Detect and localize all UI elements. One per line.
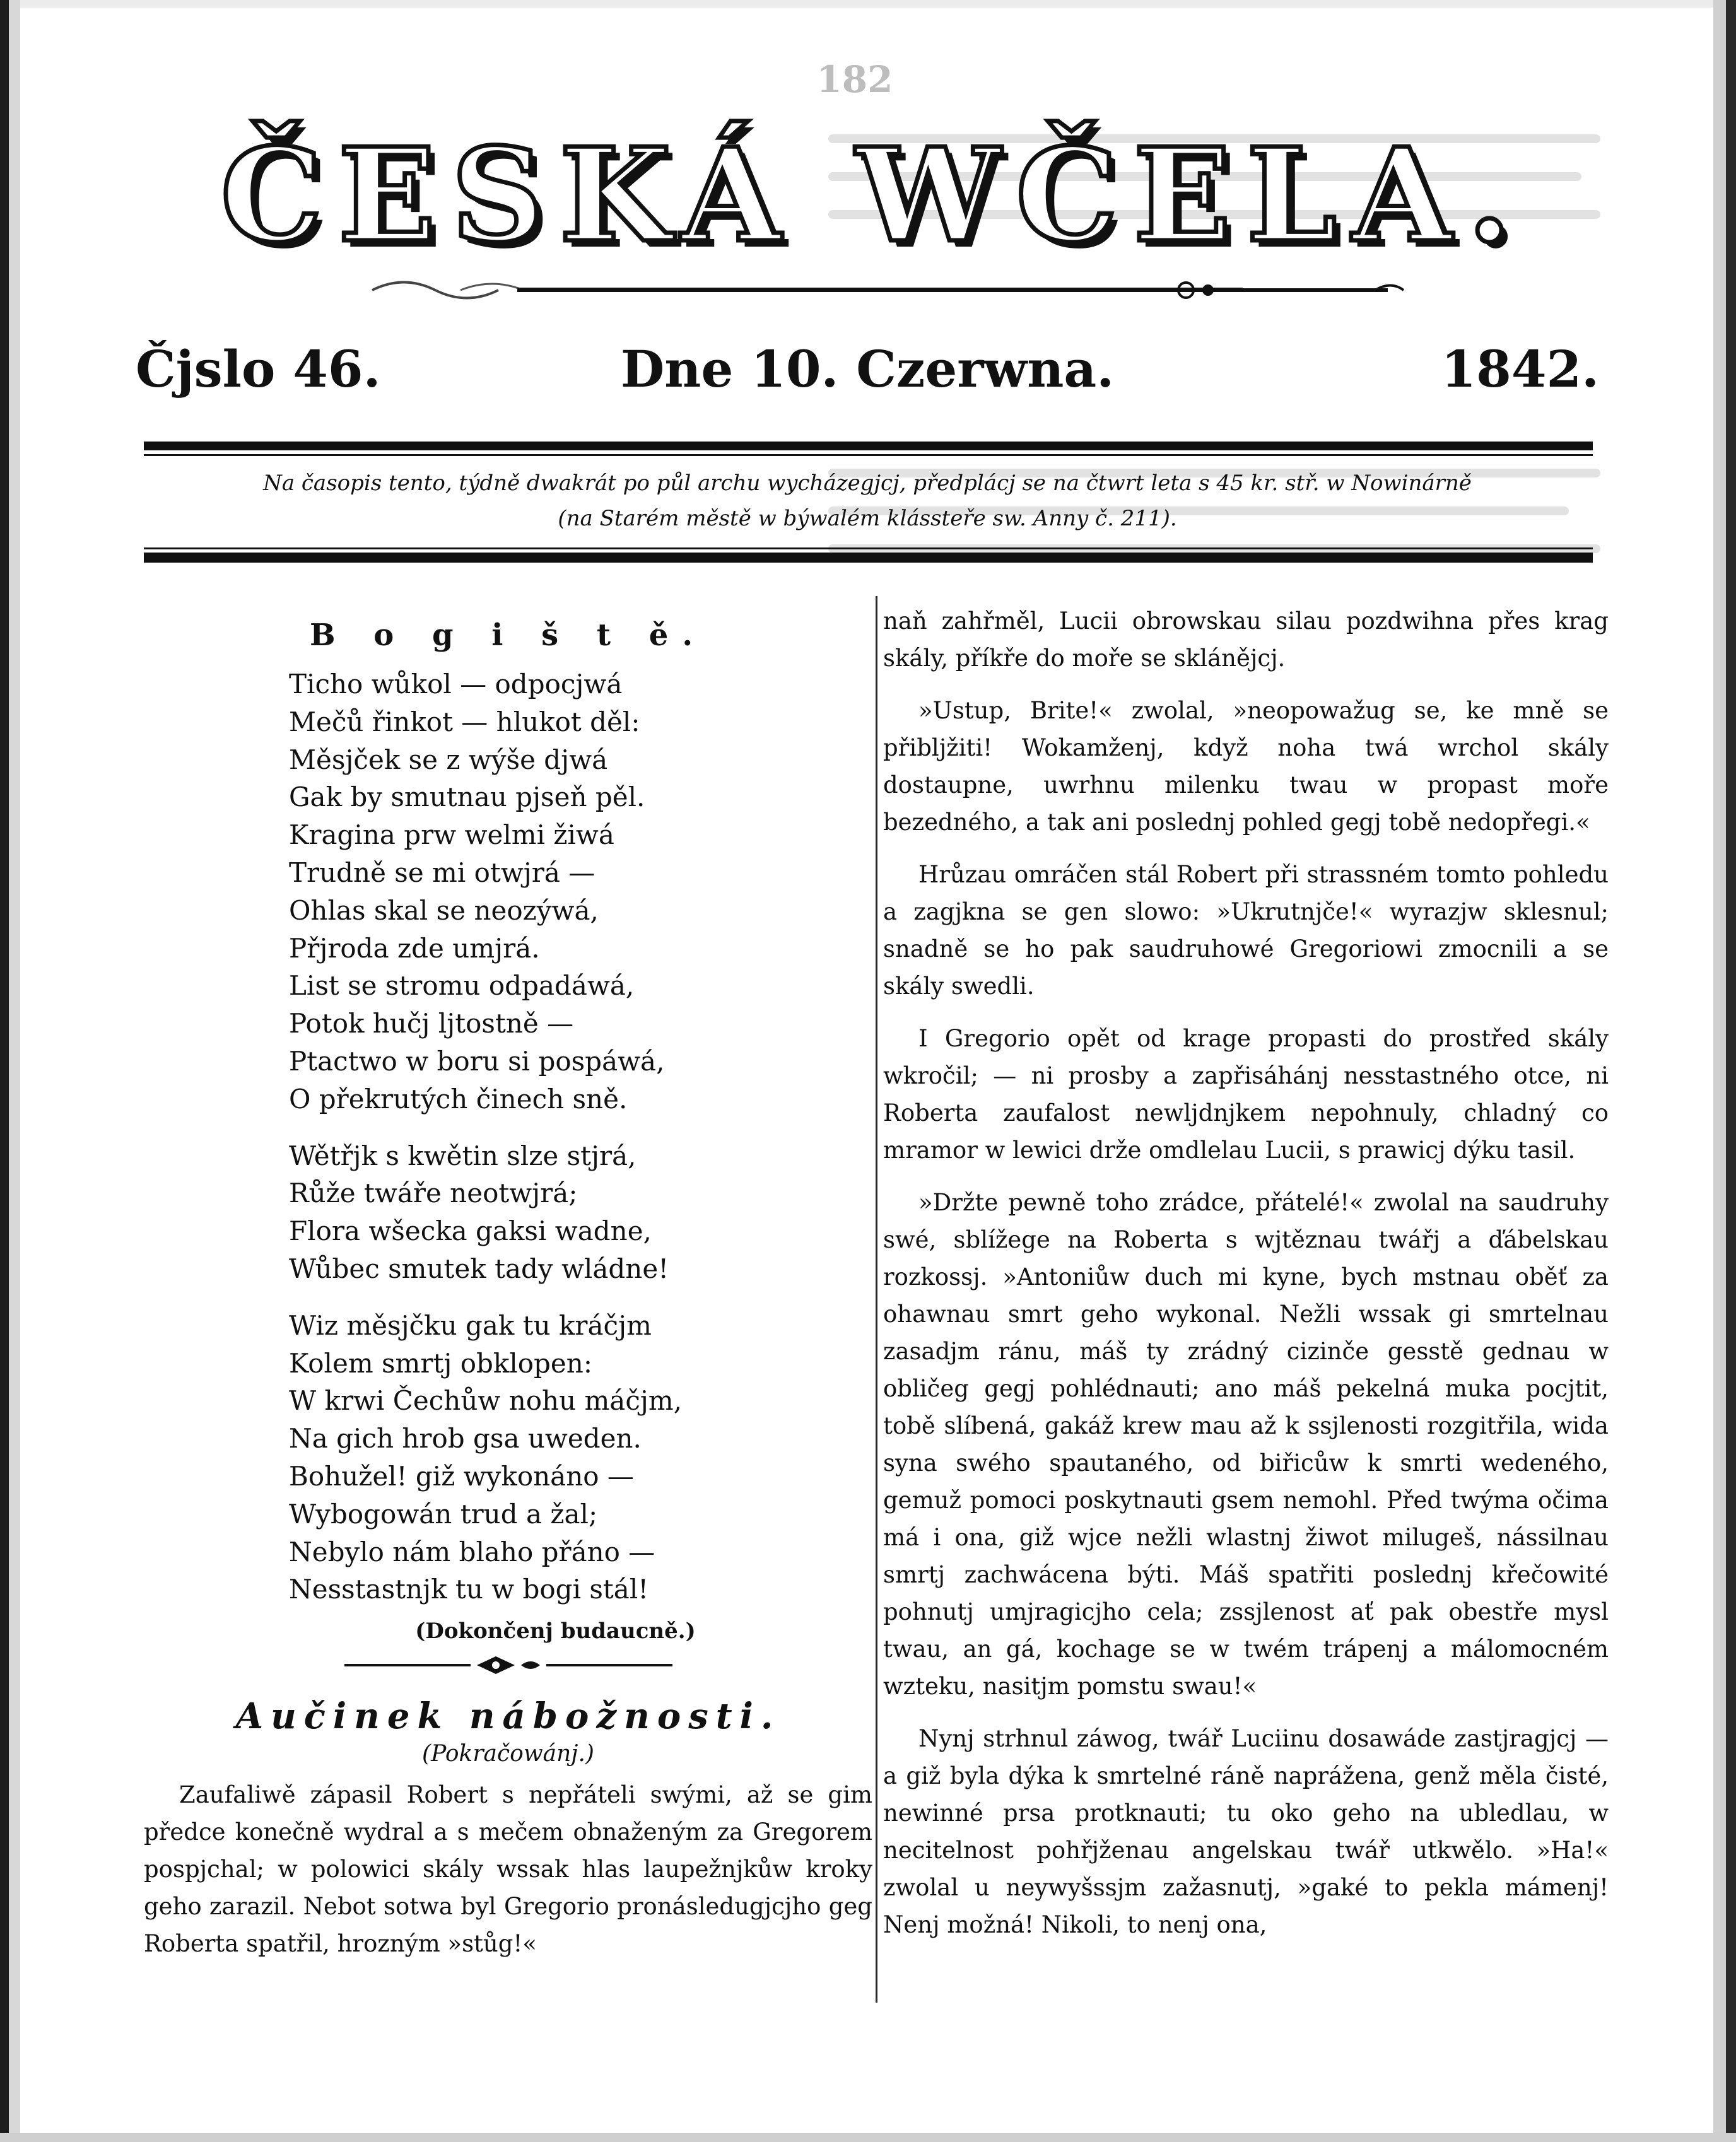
issue-number: Čjslo 46. (136, 339, 381, 399)
poem-line: Mečů řinkot — hlukot děl: (289, 706, 640, 737)
scan-border-right (1726, 0, 1736, 2142)
poem-line: W krwi Čechůw nohu máčjm, (289, 1385, 683, 1417)
poem-line: Ticho wůkol — odpocjwá (289, 669, 623, 699)
article-text-right (883, 602, 1609, 1943)
poem-line: Měsjček se z wýše djwá (289, 744, 608, 775)
subscription-line-1: Na časopis tento, týdně dwakrát po půl archu wycházegjcj, předplácj se na čtwrt leta s 45 kr. stř. w Nowinárně (263, 471, 1472, 496)
poem-line: Wiz měsjčku gak tu kráčjm (289, 1309, 652, 1341)
poem-title: B o g i š t ě. (309, 617, 707, 653)
poem-line: Přjroda zde umjrá. (289, 932, 540, 964)
left-column (144, 602, 872, 1977)
poem-stanza-3 (144, 1307, 872, 1608)
poem-line: O překrutých činech sně. (289, 1083, 628, 1115)
subscription-line-2: (na Starém městě w býwalém klássteře sw. Anny č. 211). (558, 506, 1177, 531)
poem-line: Nebylo nám blaho přáno — (289, 1536, 655, 1567)
header-rule-bottom-thick (144, 553, 1593, 563)
page-edge-top (0, 0, 1736, 8)
scan-margin-left (9, 0, 20, 2142)
poem-line: Trudně se mi otwjrá — (289, 857, 595, 888)
article-subtitle: (Pokračowánj.) (422, 1741, 594, 1767)
poem-stanza-1 (144, 665, 872, 1118)
page-number: 182 (816, 58, 893, 101)
paragraph: Zaufaliwě zápasil Robert s nepřáteli swými, až se gim předce konečně wydral a s mečem obnaženým za Gregorem pospjchal; w polowici skály wssak hlas laupežnjkůw kroky geho zarazil. Nebot sotwa byl Gregorio pronásledugjcjho geg Roberta spatřil, hrozným »stůg!« (144, 1781, 872, 1958)
poem-line: Růže twáře neotwjrá; (289, 1178, 578, 1209)
stanza-gap (144, 1288, 872, 1307)
header-rule-top-thin (144, 454, 1593, 456)
poem-line: Gak by smutnau pjseň pěl. (289, 781, 645, 813)
article-title: Aučinek nábožnosti. (235, 1695, 781, 1738)
poem-line: Ohlas skal se neozýwá, (289, 894, 599, 926)
poem-line: Potok hučj ljtostně — (289, 1008, 574, 1039)
poem-line: Nesstastnjk tu w bogi stál! (289, 1574, 649, 1605)
paragraph: »Držte pewně toho zrádce, přátelé!« zwolal na saudruhy swé, sblížege na Roberta s wjtěznau twářj a ďábelskau rozkossj. »Antoniůw duch mi kyne, bych mstnau oběť za ohawnau smrt geho wykonal. Nežli wssak gi smrtelnau zasadjm ránu, máš ty zrádný cizinče gesstě gednau w obličeg gegj pohlédnauti; ano máš pekelná muka pocjtit, tobě slíbená, gakáž krew mau až k ssjlenosti rozgitřila, wida syna swého spautaného, od biřicůw k smrti wedeného, gemuž pomoci poskytnauti gsem nemohl. Před twýma očima má i ona, giž wjce nežli wlastnj žiwot milugeš, nássilnau smrtj zachwácena býti. Máš spatřiti poslednj křečowité pohnutj umjragicjho cela; zssjlenost ať pak obestře mysl twau, an gá, kochage se w twém trápenj a málomocném wzteku, nasitjm pomstu swau!« (883, 1189, 1609, 1700)
poem-line: Kolem smrtj obklopen: (289, 1347, 592, 1379)
poem-stanza-2 (144, 1137, 872, 1288)
stanza-gap (144, 1118, 872, 1137)
poem-line: Kragina prw welmi žiwá (289, 819, 614, 851)
paragraph: naň zahřměl, Lucii obrowskau silau pozdwihna přes krag skály, příkře do moře se sklánějcj. (883, 607, 1609, 672)
poem-line: Wětřjk s kwětin slze stjrá, (289, 1140, 636, 1171)
masthead-ornament-rule (366, 271, 1407, 309)
header-rule-top-thick (144, 442, 1593, 450)
subscription-notice (142, 465, 1593, 536)
right-column (883, 602, 1609, 1958)
scan-border-left (0, 0, 9, 2142)
scan-margin-right (1713, 0, 1726, 2142)
issue-year: 1842. (1441, 339, 1599, 399)
poem-line: List se stromu odpadáwá, (289, 970, 635, 1002)
page-edge-bottom (0, 2133, 1736, 2142)
column-divider (876, 596, 877, 2003)
poem-line: Wůbec smutek tady wládne! (289, 1253, 669, 1284)
masthead-title: ČESKÁ WČELA. (220, 120, 1527, 271)
header-rule-bottom-thin (144, 547, 1593, 549)
poem-line: Flora wšecka gaksi wadne, (289, 1215, 652, 1247)
poem-continuation-note: (Dokončenj budaucně.) (415, 1618, 696, 1644)
poem-line: Bohužel! giž wykonáno — (289, 1460, 634, 1492)
poem-line: Wybogowán trud a žal; (289, 1498, 598, 1530)
issue-date: Dne 10. Czerwna. (620, 339, 1115, 399)
masthead (142, 120, 1605, 271)
paragraph: Nynj strhnul záwog, twář Luciinu dosawáde zastjragjcj — a giž byla dýka k smrtelné ráně naprážena, genž měla čisté, newinné prsa protknauti; tu oko geho na ubledlau, w necitelnost pohřjženau angelskau twář utkwělo. »Ha!« zwolal u neywyšssjm zažasnutj, »gaké to pekla mámenj! Nenj možná! Nikoli, to nenj ona, (883, 1725, 1609, 1938)
section-ornament (332, 1653, 685, 1678)
poem-line: Ptactwo w boru si pospáwá, (289, 1045, 665, 1077)
article-text-left (144, 1776, 872, 1962)
paragraph: I Gregorio opět od krage propasti do prostřed skály wkročil; — ni prosby a zapřisáhánj nesstastného otce, ni Roberta zaufalost newljdnjkem nepohnuly, chladný co mramor w lewici drže omdlelau Lucii, s prawicj dýku tasil. (883, 1025, 1609, 1164)
paragraph: »Ustup, Brite!« zwolal, »neopowažug se, ke mně se přibljžiti! Wokamženj, když noha twá wrchol skály dostaupne, uwrhnu milenku twau w propast moře bezedného, a tak ani poslednj pohled gegj tobě nedopřegi.« (883, 697, 1609, 836)
poem-line: Na gich hrob gsa uweden. (289, 1423, 642, 1454)
issue-line (136, 341, 1599, 397)
paragraph: Hrůzau omráčen stál Robert při strassném tomto pohledu a zagjkna se gen slowo: »Ukrutnjče!« wyrazjw sklesnul; snadně se ho pak saudruhowé Gregoriowi zmocnili a se skály swedli. (883, 861, 1609, 1000)
